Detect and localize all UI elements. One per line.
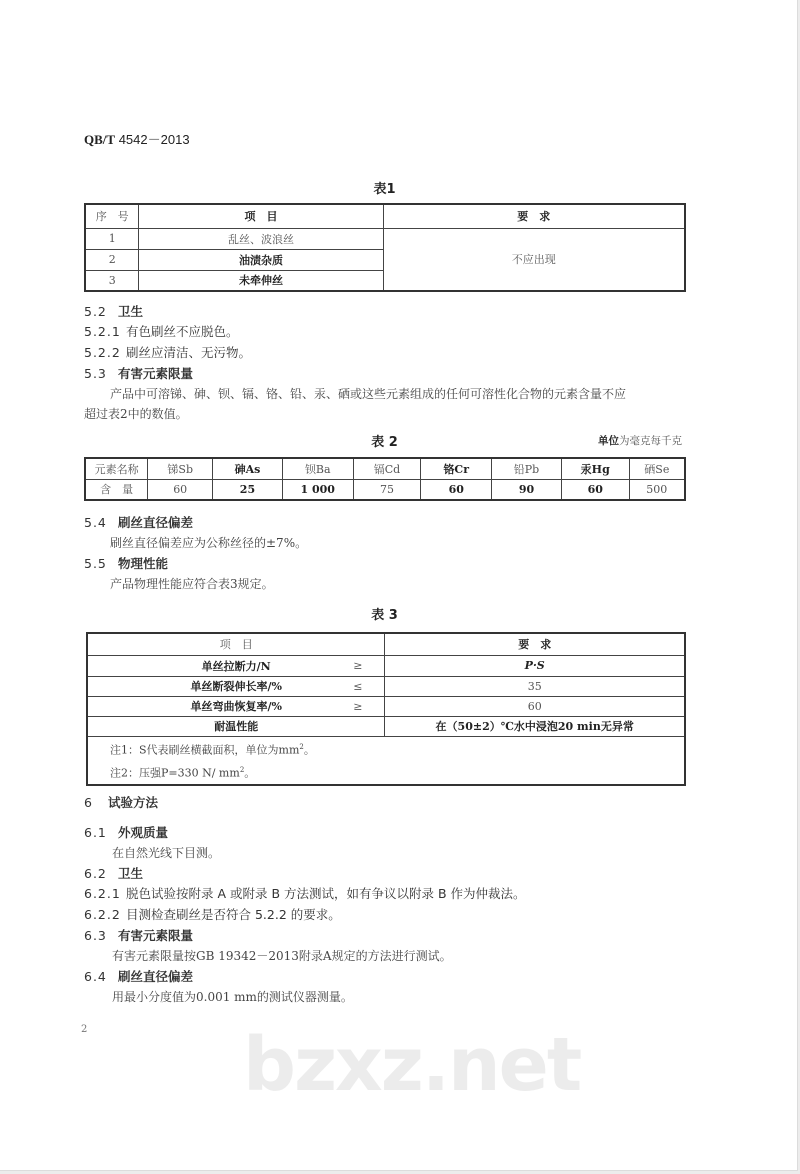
table1-cell-item: 乱丝、波浪丝 (139, 228, 383, 249)
watermark-logo: bzxz.net (243, 1022, 581, 1108)
table2-element: 硒Se (629, 458, 685, 479)
table2-unit: 单位为毫克每千克 (598, 435, 682, 447)
table2-value: 75 (353, 479, 421, 500)
standard-header (84, 129, 190, 148)
section-6-4-body: 用最小分度值为0.001 mm的测试仪器测量。 (112, 990, 353, 1004)
table-row (87, 716, 685, 736)
table2-element: 铅Pb (492, 458, 562, 479)
table3-cell-item: 耐温性能 (87, 716, 385, 736)
standard-number: 4542－2013 (118, 132, 190, 147)
section-5-2-1: 5.2.1 有色刷丝不应脱色。 (84, 324, 239, 339)
table3-cell-req: 在（50±2）℃水中浸泡20 min无异常 (385, 716, 685, 736)
table1-cell-requirement: 不应出现 (383, 228, 685, 291)
table2-value: 90 (492, 479, 562, 500)
table3-header-row (87, 633, 685, 655)
section-6-3-body: 有害元素限量按GB 19342－2013附录A规定的方法进行测试。 (112, 949, 452, 963)
table2-value: 60 (561, 479, 629, 500)
table2-element: 镉Cd (353, 458, 421, 479)
section-6-4: 6.4 刷丝直径偏差 (84, 969, 194, 984)
section-5-2-2: 5.2.2 刷丝应清洁、无污物。 (84, 345, 252, 360)
page-number: 2 (81, 1024, 88, 1035)
less-equal-symbol: ≤ (353, 679, 363, 693)
table2-value: 25 (213, 479, 283, 500)
section-6-3: 6.3 有害元素限量 (84, 928, 194, 943)
section-6-1: 6.1 外观质量 (84, 825, 169, 840)
table3-notes (87, 736, 685, 785)
table-row (85, 228, 685, 249)
section-5-4-body: 刷丝直径偏差应为公称丝径的±7%。 (110, 536, 308, 550)
section-6-1-body: 在自然光线下目测。 (112, 846, 221, 860)
table3-note-2: 注2：压强P=330 N/ $mm^2$。 (110, 766, 256, 780)
table1-cell-no: 2 (85, 249, 139, 270)
section-5-2: 5.2 卫生 (84, 304, 144, 319)
table2-element: 铬Cr (421, 458, 492, 479)
table1-header-item: 项 目 (139, 204, 383, 228)
table2-element: 钡Ba (282, 458, 353, 479)
greater-equal-symbol: ≥ (353, 699, 363, 713)
table2-element: 锑Sb (148, 458, 213, 479)
table1-cell-no: 3 (85, 270, 139, 291)
table2-value: 500 (629, 479, 685, 500)
table3-cell-item: 单丝拉断力/N ≥ (87, 655, 385, 676)
table3-cell-item: 单丝断裂伸长率/% ≤ (87, 676, 385, 696)
table1-cell-item: 油渍杂质 (139, 249, 383, 270)
section-5-3-body-line1: 产品中可溶锑、砷、钡、镉、铬、铅、汞、硒或这些元素组成的任何可溶性化合物的元素含量不应 (110, 387, 627, 401)
table3-caption: 表 3 (371, 608, 398, 623)
table2-caption: 表 2 (371, 435, 398, 450)
section-5-3: 5.3 有害元素限量 (84, 366, 194, 381)
section-5-3-body-line2: 超过表2中的数值。 (84, 407, 188, 421)
section-6-2-2: 6.2.2 目测检查刷丝是否符合 5.2.2 的要求。 (84, 907, 341, 922)
table3-cell-item: 单丝弯曲恢复率/% ≥ (87, 696, 385, 716)
table1-caption: 表1 (373, 182, 396, 197)
table2-element: 汞Hg (561, 458, 629, 479)
section-6: 6 试验方法 (84, 795, 159, 810)
table2-value: 60 (148, 479, 213, 500)
table2-row-label: 元素名称 (85, 458, 148, 479)
section-5-5-body: 产品物理性能应符合表3规定。 (110, 577, 274, 591)
section-5-4: 5.4 刷丝直径偏差 (84, 515, 194, 530)
table-row (87, 676, 685, 696)
table2-element-row (85, 458, 685, 479)
table2-value: 1 000 (282, 479, 353, 500)
table1-header-req: 要 求 (383, 204, 685, 228)
table1-header-row (85, 204, 685, 228)
table3-cell-req: P·S (385, 655, 685, 676)
section-5-5: 5.5 物理性能 (84, 556, 169, 571)
table2 (84, 457, 686, 501)
table1-cell-no: 1 (85, 228, 139, 249)
table2-value: 60 (421, 479, 492, 500)
table3 (86, 632, 686, 786)
table3-cell-req: 35 (385, 676, 685, 696)
section-6-2-1: 6.2.1 脱色试验按附录 A 或附录 B 方法测试，如有争议以附录 B 作为仲裁法。 (84, 886, 526, 901)
table3-cell-req: 60 (385, 696, 685, 716)
table3-header-req: 要 求 (385, 633, 685, 655)
table1-cell-item: 未牵伸丝 (139, 270, 383, 291)
table1 (84, 203, 686, 292)
table-row (87, 696, 685, 716)
standard-code: QB/T (84, 132, 116, 147)
table2-element: 砷As (213, 458, 283, 479)
table3-note-1: 注1：S代表刷丝横截面积，单位为$mm^2$。 (110, 742, 315, 757)
greater-equal-symbol: ≥ (353, 658, 363, 672)
table3-header-item: 项 目 (87, 633, 385, 655)
table3-notes-row (87, 736, 685, 785)
table1-header-no: 序 号 (85, 204, 139, 228)
table-row (87, 655, 685, 676)
table2-value-row (85, 479, 685, 500)
section-6-2: 6.2 卫生 (84, 866, 144, 881)
table2-row-label: 含 量 (85, 479, 148, 500)
